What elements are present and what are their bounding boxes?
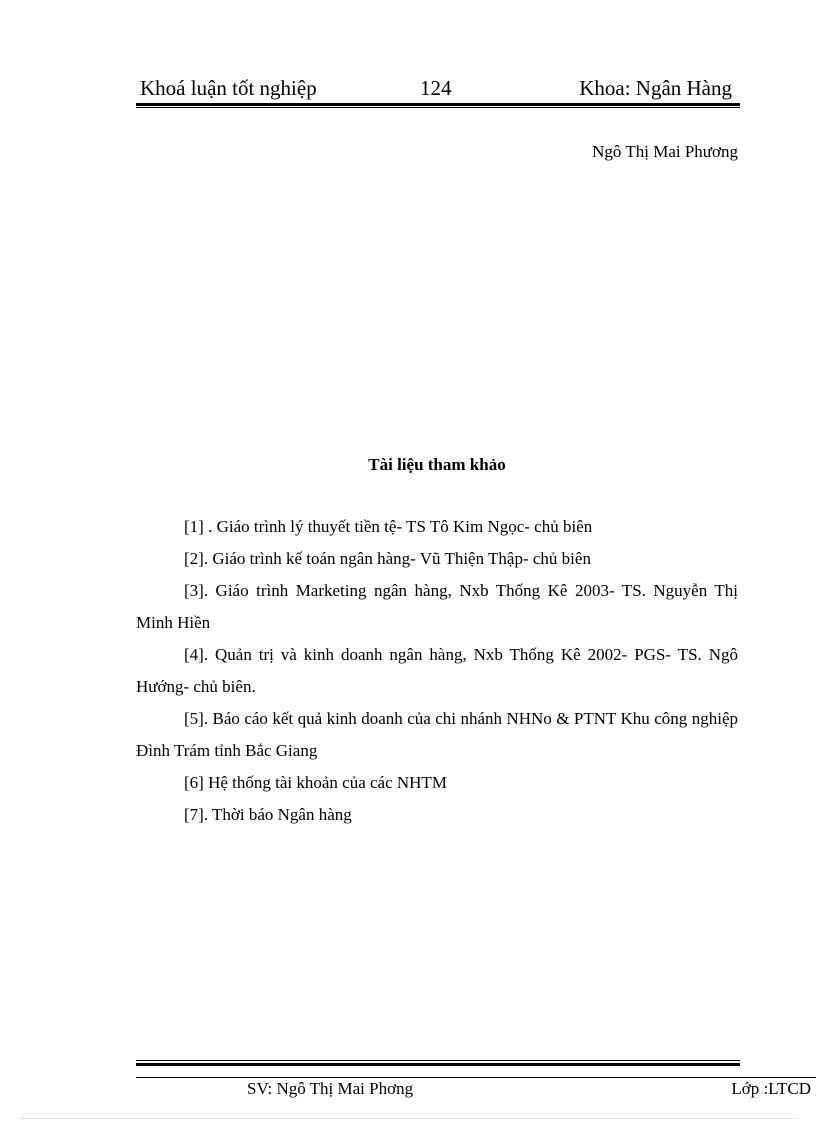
reference-item: [3]. Giáo trình Marketing ngân hàng, Nxb Thống Kê 2003- TS. Nguyễn Thị Minh Hiền (136, 581, 738, 632)
author-name: Ngô Thị Mai Phương (592, 142, 738, 161)
section-title: Tài liệu tham khảo (368, 455, 506, 474)
page-edge-dotted-line (20, 1118, 796, 1119)
reference-item: [4]. Quản trị và kinh doanh ngân hàng, Nxb Thống Kê 2002- PGS- TS. Ngô Hướng- chủ biên. (136, 645, 738, 696)
reference-list (136, 511, 738, 831)
header-rule-thin (136, 107, 740, 108)
footer-underline (136, 1077, 816, 1078)
header-rule-thick (136, 103, 740, 106)
footer-class-label: Lớp :LTCD (731, 1079, 811, 1098)
reference-item: [1] . Giáo trình lý thuyết tiền tệ- TS Tô Kim Ngọc- chủ biên (184, 517, 593, 536)
header-thesis-label: Khoá luận tốt nghiệp (140, 76, 317, 100)
header-faculty-label: Khoa: Ngân Hàng (579, 76, 732, 100)
reference-item: [5]. Báo cáo kết quả kinh doanh của chi nhánh NHNo & PTNT Khu công nghiệp Đình Trám tỉnh Bắc Giang (136, 709, 738, 760)
footer-rule-thick (136, 1063, 740, 1066)
header-page-number: 124 (420, 76, 452, 100)
reference-item: [6] Hệ thống tài khoản của các NHTM (184, 773, 447, 792)
reference-item: [7]. Thời báo Ngân hàng (184, 805, 352, 824)
reference-item: [2]. Giáo trình kế toán ngân hàng- Vũ Thiện Thập- chủ biên (184, 549, 591, 568)
footer-student-name: SV: Ngô Thị Mai Phơng (247, 1079, 414, 1098)
footer-rule-thin (136, 1060, 740, 1061)
page-header (136, 76, 740, 102)
